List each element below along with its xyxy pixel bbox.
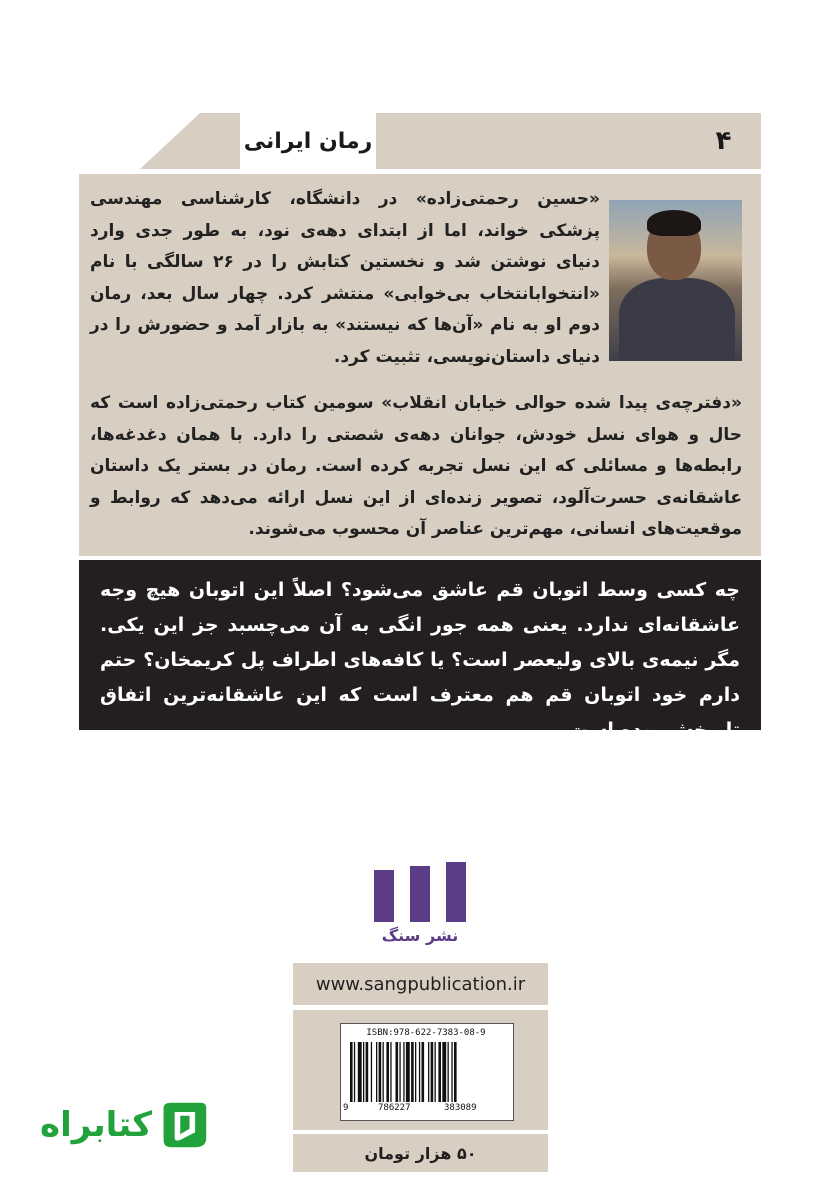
website-url[interactable]: www.sangpublication.ir	[315, 973, 526, 995]
barcode-icon	[350, 1042, 502, 1102]
publisher-logo-icon	[374, 862, 466, 922]
barcode-bar	[371, 1042, 372, 1102]
series-tab	[140, 113, 761, 169]
book-description-paragraph: «دفترچه‌ی پیدا شده حوالی خیابان انقلاب» سومین کتاب رحمتی‌زاده است که حال و هوای نسل خودش، جوانان دهه‌ی شصتی را دارد. با همان دغدغه‌ها، رابطه‌ها و مسائلی که این نسل تجربه کرده است. رمان در بستر یک داستان عاشقانه‌ی حسرت‌آلود، تصویر زنده‌ای از این نسل ارائه می‌دهد که روابط و موقعیت‌های انسانی، مهم‌ترین عناصر آن محسوب می‌شوند.	[90, 393, 742, 539]
barcode-bar	[396, 1042, 399, 1102]
barcode-bar	[431, 1042, 434, 1102]
barcode-bar	[415, 1042, 416, 1102]
ketabrah-book-icon	[158, 1097, 210, 1153]
price-label: ۵۰ هزار تومان	[364, 1143, 477, 1163]
barcode-bar	[399, 1042, 400, 1102]
barcode-bar	[422, 1042, 425, 1102]
barcode-digits-middle: 786227	[378, 1103, 411, 1113]
barcode-bar	[379, 1042, 382, 1102]
barcode-bar	[451, 1042, 452, 1102]
logo-bar-1	[374, 870, 394, 922]
barcode-digits-right: 383089	[444, 1103, 477, 1113]
author-photo	[609, 200, 742, 361]
barcode-bar	[403, 1042, 404, 1102]
ketabrah-brand-text: کتابراه	[40, 1105, 153, 1145]
logo-bar-3	[446, 862, 466, 922]
excerpt-text: چه کسی وسط اتوبان قم عاشق می‌شود؟ اصلاً این اتوبان هیچ وجه عاشقانه‌ای ندارد. یعنی همه جور انگی به آن می‌چسبد جز این یکی. مگر نیمه‌ی بالای ولیعصر است؟ یا کافه‌های اطراف پل کریمخان؟ حتم دارم خود اتوبان قم هم معترف است که این عاشقانه‌ترین اتفاق تاریخش بوده است.	[100, 579, 740, 741]
author-bio-paragraph-1: «حسین رحمتی‌زاده» در دانشگاه، کارشناسی مهندسی پزشکی خواند، اما از ابتدای دهه‌ی نود، به طور جدی وارد دنیای نوشتن شد و نخستین کتابش را در ۲۶ سالگی با نام «انتخوابانتخاب بی‌خوابی» منتشر کرد. چهار سال بعد، رمان دوم او به نام «آن‌ها که نیستند» به بازار آمد و حضورش را در دنیای داستان‌نویسی، تثبیت کرد.	[90, 189, 600, 367]
barcode-bar	[390, 1042, 391, 1102]
author-photo-body	[619, 278, 735, 361]
barcode-digits-left: 9	[343, 1103, 349, 1113]
barcode-bar	[454, 1042, 457, 1102]
barcode-bar	[354, 1042, 355, 1102]
logo-bar-2	[410, 866, 430, 922]
barcode-bar	[438, 1042, 441, 1102]
barcode-bar	[350, 1042, 353, 1102]
barcode-bar	[386, 1042, 389, 1102]
barcode-bar	[358, 1042, 362, 1102]
barcode-bar	[376, 1042, 377, 1102]
publisher-name: نشر سنگ	[381, 926, 459, 945]
series-number-box	[686, 113, 761, 169]
barcode-bar	[411, 1042, 414, 1102]
barcode-bar	[383, 1042, 384, 1102]
ketabrah-watermark	[40, 1095, 210, 1155]
barcode-bar	[428, 1042, 429, 1102]
series-title-box	[240, 113, 376, 169]
website-box	[293, 963, 548, 1005]
barcode-bar	[419, 1042, 420, 1102]
barcode-bar	[435, 1042, 436, 1102]
barcode-bar	[448, 1042, 449, 1102]
isbn-label: ISBN:978-622-7383-08-9	[366, 1028, 486, 1038]
series-title: رمان ایرانی	[243, 128, 373, 154]
barcode-bar	[406, 1042, 410, 1102]
author-photo-hair	[647, 210, 701, 236]
price-box	[293, 1134, 548, 1172]
series-number: ۴	[715, 126, 732, 156]
barcode-bar	[442, 1042, 446, 1102]
barcode-bar	[366, 1042, 369, 1102]
barcode-bar	[363, 1042, 364, 1102]
